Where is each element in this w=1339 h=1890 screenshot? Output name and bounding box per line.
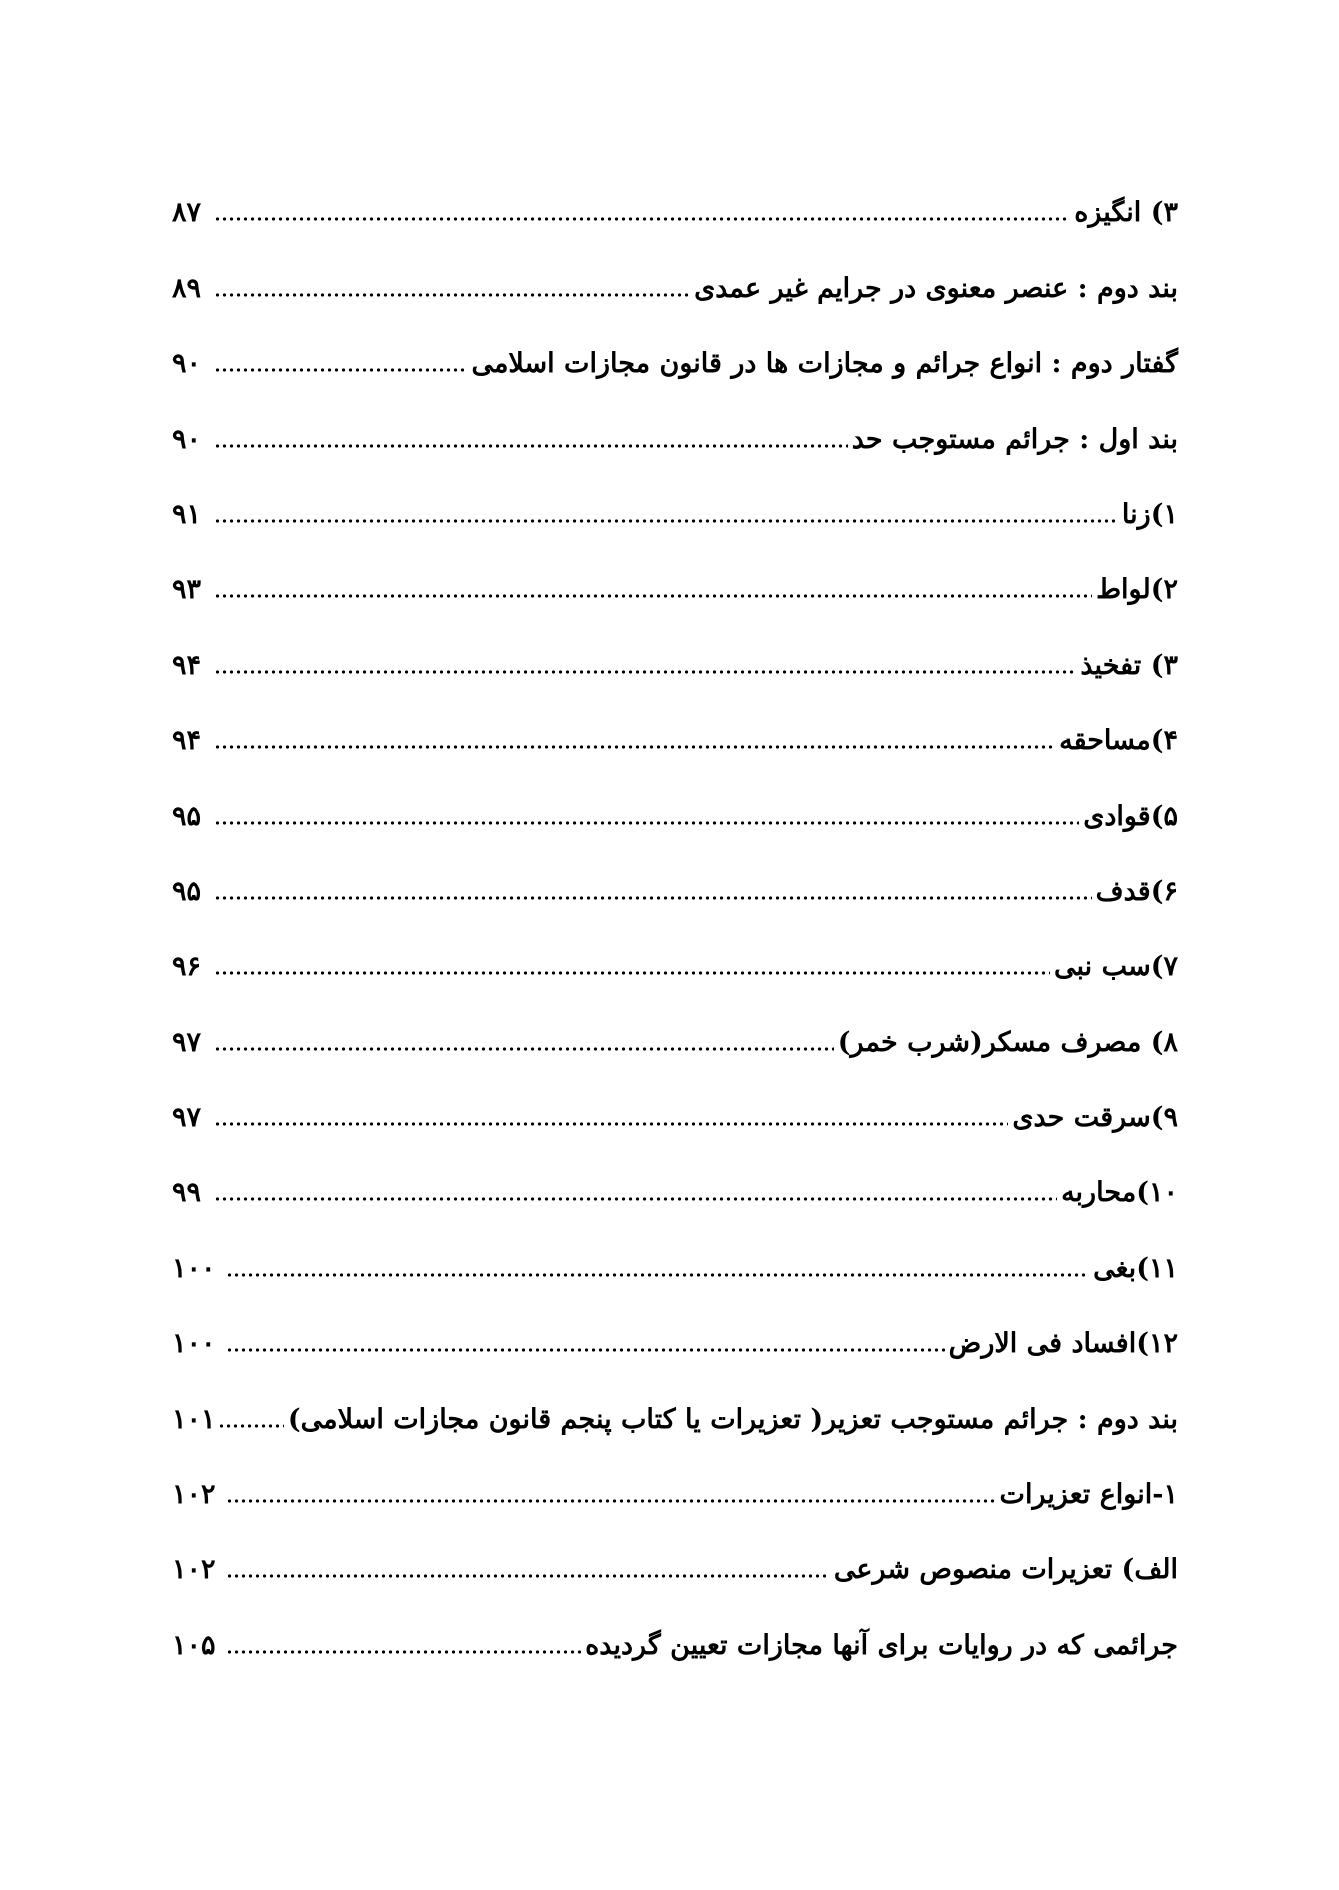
- toc-entry-title: ۱۲)افساد فی الارض: [948, 1328, 1178, 1360]
- toc-entry[interactable]: [172, 1460, 1178, 1535]
- toc-entry-title: جرائمی که در روایات برای آنها مجازات تعیین گردیده: [585, 1629, 1178, 1661]
- dot-leader: [214, 1044, 834, 1054]
- toc-entry[interactable]: [172, 1610, 1178, 1685]
- dot-leader: [226, 1571, 830, 1581]
- dot-leader: [214, 591, 1092, 601]
- toc-entry[interactable]: [172, 1158, 1178, 1233]
- dot-leader: [214, 1194, 1057, 1204]
- toc-entry-title: ۶)قدف: [1095, 875, 1178, 907]
- toc-entry[interactable]: [172, 404, 1178, 479]
- dot-leader: [226, 1496, 996, 1506]
- toc-entry-page-number: ۱۰۱: [172, 1403, 216, 1435]
- toc-entry[interactable]: [172, 1233, 1178, 1308]
- toc-entry-page-number: ۹۷: [172, 1026, 202, 1058]
- toc-entry-title: گفتار دوم : انواع جرائم و مجازات ها در قانون مجازات اسلامی: [471, 348, 1178, 380]
- toc-entry-title: ۱-انواع تعزیرات: [999, 1479, 1178, 1511]
- dot-leader: [214, 516, 1118, 526]
- toc-entry-title: بند اول : جرائم مستوجب حد: [851, 423, 1178, 455]
- toc-entry-page-number: ۹۰: [172, 348, 202, 380]
- dot-leader: [218, 1421, 284, 1431]
- toc-entry-page-number: ۸۹: [172, 272, 202, 304]
- toc-entry-title: ۱۱)بغی: [1093, 1252, 1178, 1284]
- toc-entry-title: ۵)قوادی: [1083, 800, 1178, 832]
- toc-entry-page-number: ۱۰۵: [172, 1629, 216, 1661]
- toc-entry-page-number: ۱۰۲: [172, 1554, 216, 1586]
- toc-entry-title: ۲)لواط: [1096, 574, 1178, 606]
- toc-entry-page-number: ۹۴: [172, 649, 202, 681]
- dot-leader: [214, 667, 1076, 677]
- toc-entry-title: ۳) تفخیذ: [1080, 649, 1178, 681]
- toc-entry[interactable]: [172, 706, 1178, 781]
- dot-leader: [214, 968, 1050, 978]
- dot-leader: [214, 214, 1070, 224]
- toc-entry[interactable]: [172, 329, 1178, 404]
- toc-entry-page-number: ۹۷: [172, 1102, 202, 1134]
- toc-entry-page-number: ۸۷: [172, 197, 202, 229]
- dot-leader: [214, 1119, 1008, 1129]
- dot-leader: [226, 1345, 945, 1355]
- toc-entry[interactable]: [172, 1309, 1178, 1384]
- dot-leader: [214, 365, 467, 375]
- toc-entry-title: بند دوم : عنصر معنوی در جرایم غیر عمدی: [694, 272, 1178, 304]
- toc-entry-page-number: ۹۱: [172, 498, 202, 530]
- toc-entry[interactable]: [172, 932, 1178, 1007]
- toc-entry-page-number: ۹۵: [172, 800, 202, 832]
- toc-entry-title: ۹)سرقت حدی: [1012, 1102, 1178, 1134]
- toc-entry-page-number: ۹۹: [172, 1177, 202, 1209]
- toc-entry[interactable]: [172, 630, 1178, 705]
- toc-entry[interactable]: [172, 1535, 1178, 1610]
- toc-entry-title: الف) تعزیرات منصوص شرعی: [833, 1554, 1178, 1586]
- dot-leader: [214, 290, 690, 300]
- toc-entry[interactable]: [172, 480, 1178, 555]
- dot-leader: [214, 818, 1079, 828]
- toc-entry[interactable]: [172, 1007, 1178, 1082]
- toc-entry[interactable]: [172, 253, 1178, 328]
- toc-entry[interactable]: [172, 1083, 1178, 1158]
- toc-entry[interactable]: [172, 781, 1178, 856]
- toc-entry[interactable]: [172, 178, 1178, 253]
- dot-leader: [214, 893, 1092, 903]
- toc-entry-title: ۴)مساحقه: [1059, 725, 1178, 757]
- toc-entry-page-number: ۹۴: [172, 725, 202, 757]
- table-of-contents: [172, 178, 1178, 1686]
- toc-entry[interactable]: [172, 555, 1178, 630]
- dot-leader: [226, 1647, 582, 1657]
- dot-leader: [226, 1270, 1090, 1280]
- toc-entry-title: بند دوم : جرائم مستوجب تعزیر( تعزیرات یا کتاب پنجم قانون مجازات اسلامی): [287, 1403, 1178, 1435]
- toc-entry-title: ۱۰)محاربه: [1061, 1177, 1178, 1209]
- toc-entry-title: ۷)سب نبی: [1054, 951, 1178, 983]
- dot-leader: [214, 441, 848, 451]
- toc-entry-title: ۳) انگیزه: [1074, 197, 1178, 229]
- toc-entry-page-number: ۹۶: [172, 951, 202, 983]
- toc-entry[interactable]: [172, 1384, 1178, 1459]
- toc-entry-page-number: ۹۳: [172, 574, 202, 606]
- toc-entry-page-number: ۱۰۲: [172, 1479, 216, 1511]
- toc-entry-page-number: ۱۰۰: [172, 1252, 216, 1284]
- toc-entry-title: ۸) مصرف مسکر(شرب خمر): [837, 1026, 1178, 1058]
- toc-entry[interactable]: [172, 857, 1178, 932]
- dot-leader: [214, 742, 1055, 752]
- toc-entry-page-number: ۹۰: [172, 423, 202, 455]
- toc-entry-title: ۱)زنا: [1121, 498, 1178, 530]
- toc-entry-page-number: ۹۵: [172, 875, 202, 907]
- toc-entry-page-number: ۱۰۰: [172, 1328, 216, 1360]
